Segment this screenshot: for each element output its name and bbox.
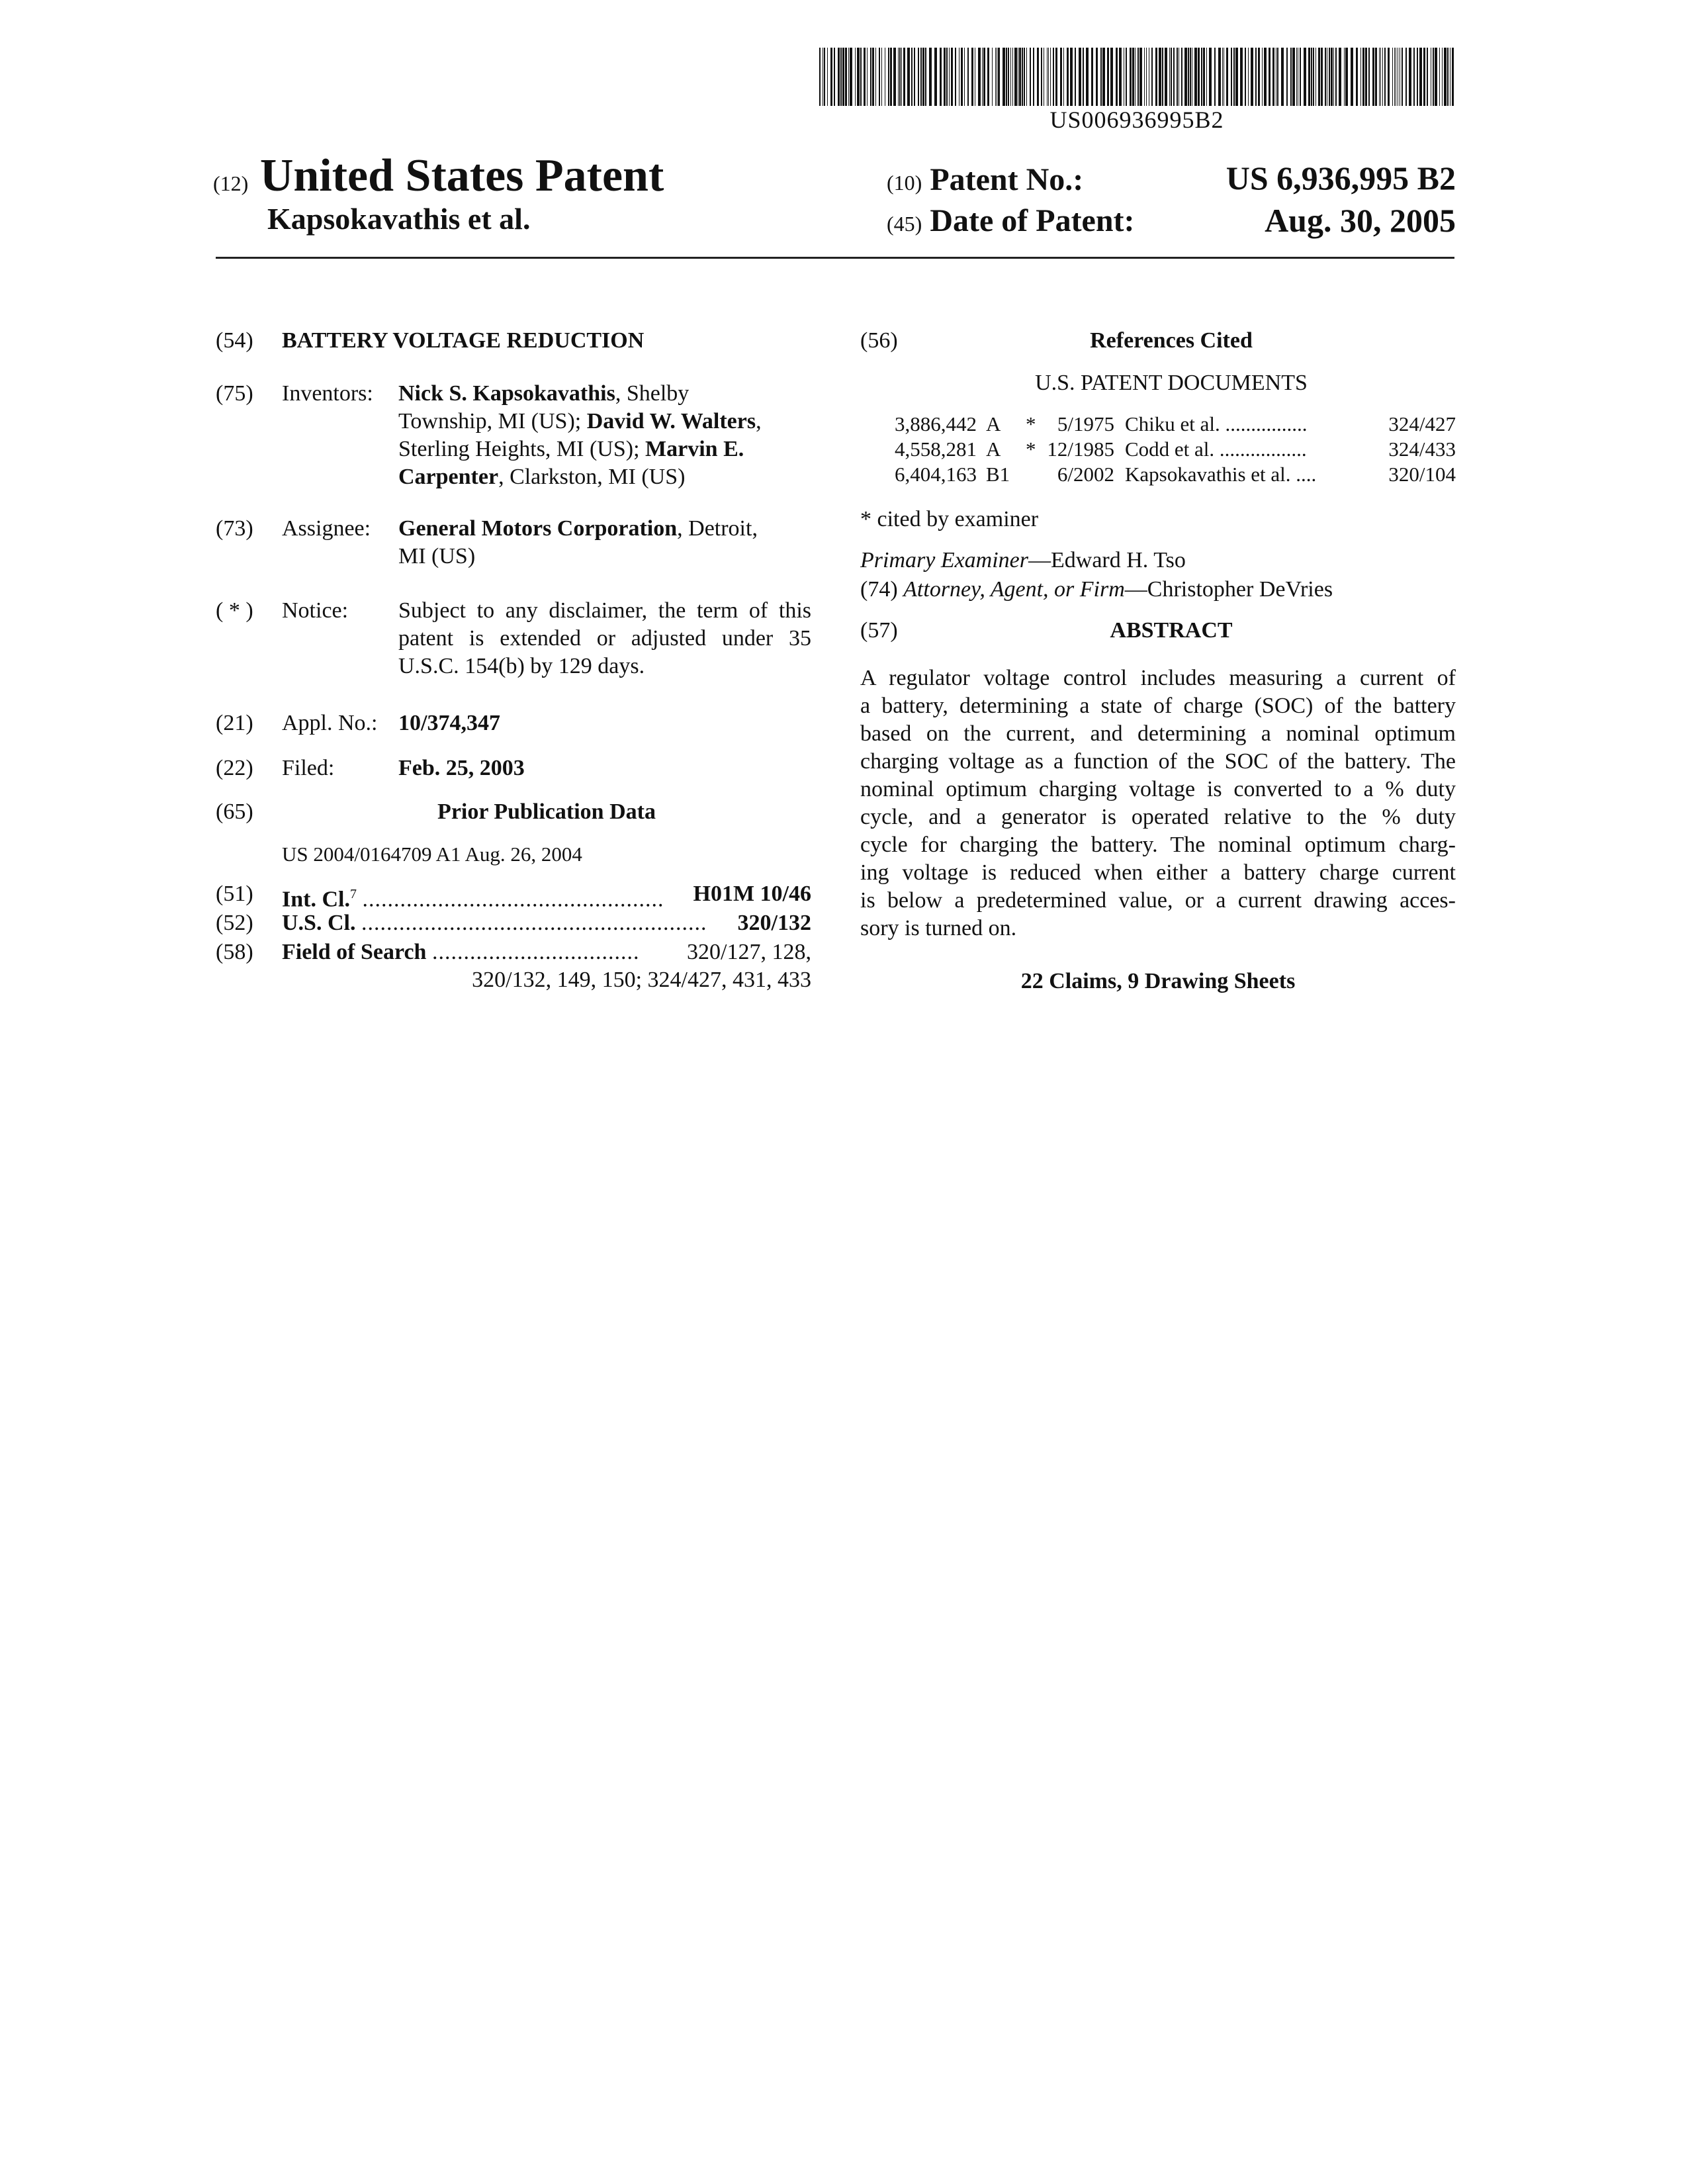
- barcode-bar: [1372, 48, 1374, 106]
- us-patent-documents-title: U.S. PATENT DOCUMENTS: [1035, 371, 1308, 395]
- barcode-bar: [1139, 48, 1142, 106]
- abstract-line: cycle for charging the battery. The nominal optimum charg-: [860, 833, 1456, 857]
- barcode-bar: [830, 48, 832, 106]
- attorney: (74) Attorney, Agent, or Firm—Christopher DeVries: [860, 577, 1333, 602]
- barcode-bar: [875, 48, 876, 106]
- claims-summary: 22 Claims, 9 Drawing Sheets: [1020, 969, 1296, 993]
- barcode-bar: [1333, 48, 1334, 106]
- barcode-bar: [1272, 48, 1274, 106]
- abstract-line: is below a predetermined value, or a current drawing acces-: [860, 888, 1456, 913]
- abstract-line: ing voltage is reduced when either a battery charge current: [860, 860, 1456, 885]
- barcode-bar: [911, 48, 913, 106]
- barcode-bar: [1321, 48, 1323, 106]
- abstract-line: nominal optimum charging voltage is converted to a % duty: [860, 777, 1456, 801]
- barcode-bar: [1003, 48, 1005, 106]
- barcode-bar: [1067, 48, 1069, 106]
- barcode-bar: [995, 48, 996, 106]
- reference-number: 3,886,442: [895, 412, 977, 435]
- filed-date: Feb. 25, 2003: [398, 756, 525, 780]
- barcode-bar: [1026, 48, 1027, 106]
- barcode-bar: [1091, 48, 1093, 106]
- reference-star: *: [1026, 412, 1036, 435]
- abstract-line: based on the current, and determining a nominal optimum: [860, 721, 1456, 746]
- inventor-line: Township, MI (US); David W. Walters,: [398, 409, 762, 433]
- barcode: [819, 48, 1454, 106]
- barcode-bar: [1173, 48, 1175, 106]
- barcode-bar: [1413, 48, 1415, 106]
- inventor-line: Nick S. Kapsokavathis, Shelby: [398, 381, 690, 406]
- code-notice: ( * ): [216, 598, 253, 623]
- barcode-bar: [1162, 48, 1163, 106]
- inventors-label: Inventors:: [282, 381, 373, 406]
- reference-number: 6,404,163: [895, 463, 977, 486]
- appl-label: Appl. No.:: [282, 711, 378, 735]
- barcode-bar: [881, 48, 882, 106]
- barcode-bar: [1063, 48, 1064, 106]
- barcode-bar: [888, 48, 889, 106]
- barcode-bar: [827, 48, 828, 106]
- barcode-bar: [944, 48, 946, 106]
- barcode-bar: [1075, 48, 1076, 106]
- reference-name-text: Codd et al.: [1125, 437, 1215, 461]
- abstract-line: a battery, determining a state of charge (SOC) of the battery: [860, 694, 1456, 718]
- inventor-line: Carpenter, Clarkston, MI (US): [398, 465, 686, 489]
- appl-number: 10/374,347: [398, 711, 500, 735]
- barcode-bar: [1368, 48, 1370, 106]
- barcode-bar: [1423, 48, 1425, 106]
- barcode-bar: [879, 48, 880, 106]
- barcode-bar: [1345, 48, 1348, 106]
- barcode-bar: [1019, 48, 1021, 106]
- barcode-bar: [1079, 48, 1081, 106]
- barcode-bar: [1181, 48, 1182, 106]
- reference-name-text: Kapsokavathis et al.: [1125, 463, 1291, 486]
- abstract-title: ABSTRACT: [1110, 618, 1233, 643]
- notice-label: Notice:: [282, 598, 349, 623]
- code-45: (45): [887, 212, 922, 236]
- code-51: (51): [216, 882, 253, 906]
- barcode-bar: [1218, 48, 1221, 106]
- barcode-bar: [819, 48, 821, 106]
- barcode-bar: [1405, 48, 1407, 106]
- barcode-bar: [1209, 48, 1212, 106]
- barcode-bar: [1277, 48, 1278, 106]
- code-12: (12): [213, 171, 249, 195]
- barcode-bar: [824, 48, 825, 106]
- barcode-bar: [893, 48, 896, 106]
- barcode-bar: [1447, 48, 1449, 106]
- barcode-bar: [1435, 48, 1437, 106]
- notice-text: Subject to any disclaimer, the term of this patent is extended or adjusted under 35 U.S.C. 154(b) by 129 days.: [398, 598, 811, 678]
- barcode-bar: [1119, 48, 1122, 106]
- inventor-line: Sterling Heights, MI (US); Marvin E.: [398, 437, 744, 461]
- header-rule: [216, 257, 1454, 259]
- reference-date: 5/1975: [1057, 412, 1114, 435]
- barcode-bar: [838, 48, 840, 106]
- inventors-block: [398, 380, 815, 491]
- prior-publication-data: US 2004/0164709 A1 Aug. 26, 2004: [282, 842, 582, 866]
- barcode-bar: [983, 48, 985, 106]
- date-label-line: [887, 203, 1135, 239]
- barcode-bar: [1356, 48, 1358, 106]
- barcode-bar: [1258, 48, 1260, 106]
- barcode-bar: [934, 48, 937, 106]
- barcode-bar: [1110, 48, 1113, 106]
- barcode-bar: [1155, 48, 1157, 106]
- barcode-bar: [850, 48, 852, 106]
- barcode-bar: [1169, 48, 1170, 106]
- patent-number-label-line: [887, 161, 1083, 198]
- barcode-bar: [1201, 48, 1202, 106]
- code-73: (73): [216, 516, 253, 541]
- barcode-bar: [1222, 48, 1223, 106]
- barcode-bar: [870, 48, 871, 106]
- reference-leader-dots: ....: [1296, 463, 1317, 486]
- barcode-bar: [899, 48, 901, 106]
- barcode-bar: [961, 48, 963, 106]
- barcode-bar: [1380, 48, 1381, 106]
- int-cl-line: Int. Cl.$^7$ ................................................ H01M 10/46: [282, 882, 811, 912]
- code-22: (22): [216, 756, 253, 780]
- barcode-bar: [1135, 48, 1136, 106]
- barcode-bar: [1130, 48, 1132, 106]
- reference-class: 320/104: [1388, 463, 1456, 486]
- abstract-line: charging voltage as a function of the SOC of the battery. The: [860, 749, 1456, 774]
- barcode-bar: [1100, 48, 1102, 106]
- barcode-bar: [967, 48, 969, 106]
- reference-name: [1125, 412, 1308, 437]
- barcode-bar: [1146, 48, 1147, 106]
- barcode-bar: [1427, 48, 1428, 106]
- barcode-bar: [1184, 48, 1187, 106]
- barcode-bar: [1033, 48, 1034, 106]
- barcode-bar: [955, 48, 956, 106]
- code-56: (56): [860, 328, 898, 353]
- barcode-bar: [1296, 48, 1297, 106]
- barcode-bar: [1086, 48, 1089, 106]
- barcode-bar: [1107, 48, 1109, 106]
- barcode-bar: [1335, 48, 1337, 106]
- barcode-bar: [1226, 48, 1228, 106]
- barcode-bar: [1198, 48, 1200, 106]
- barcode-bar: [1331, 48, 1333, 106]
- barcode-bar: [1255, 48, 1257, 106]
- barcode-bar: [872, 48, 874, 106]
- assignee-block: General Motors Corporation, Detroit, MI (US): [398, 516, 758, 569]
- barcode-bar: [834, 48, 835, 106]
- barcode-bar: [1384, 48, 1386, 106]
- barcode-bar: [1159, 48, 1161, 106]
- date-label: Date of Patent:: [930, 203, 1135, 238]
- cited-by-examiner-note: * cited by examiner: [860, 507, 1039, 531]
- code-21: (21): [216, 711, 253, 735]
- barcode-bar: [1262, 48, 1263, 106]
- barcode-bar: [914, 48, 915, 106]
- barcode-bar: [898, 48, 899, 106]
- barcode-bar: [922, 48, 924, 106]
- assignee-label: Assignee:: [282, 516, 371, 541]
- barcode-bar: [1055, 48, 1057, 106]
- barcode-bar: [1318, 48, 1320, 106]
- barcode-bar: [845, 48, 847, 106]
- barcode-bar: [1022, 48, 1023, 106]
- barcode-bar: [1344, 48, 1345, 106]
- barcode-bar: [1053, 48, 1054, 106]
- barcode-bar: [1235, 48, 1238, 106]
- barcode-bar: [946, 48, 948, 106]
- barcode-bar: [992, 48, 993, 106]
- reference-kind: B1: [986, 463, 1010, 486]
- barcode-bar: [1360, 48, 1361, 106]
- reference-kind: A: [986, 437, 1001, 461]
- barcode-bar: [1442, 48, 1443, 106]
- barcode-bar: [1070, 48, 1073, 106]
- barcode-bar: [857, 48, 860, 106]
- primary-examiner: Primary Examiner—Edward H. Tso: [860, 548, 1186, 572]
- reference-leader-dots: ................: [1225, 412, 1308, 435]
- barcode-bar: [1006, 48, 1007, 106]
- barcode-bar: [842, 48, 844, 106]
- barcode-bar: [1102, 48, 1105, 106]
- invention-title: BATTERY VOLTAGE REDUCTION: [282, 328, 645, 353]
- barcode-bar: [1171, 48, 1172, 106]
- int-cl-value: H01M 10/46: [693, 882, 811, 906]
- field-of-search-line: Field of Search ................................. 320/127, 128,: [282, 940, 811, 964]
- barcode-bar: [971, 48, 973, 106]
- barcode-bar: [1433, 48, 1434, 106]
- barcode-bar: [1392, 48, 1393, 106]
- barcode-bar: [1394, 48, 1395, 106]
- barcode-bar: [1308, 48, 1310, 106]
- barcode-bar: [848, 48, 849, 106]
- barcode-bar: [1419, 48, 1422, 106]
- barcode-bar: [964, 48, 965, 106]
- barcode-bar: [1132, 48, 1134, 106]
- barcode-bar: [1329, 48, 1330, 106]
- barcode-bar: [1008, 48, 1009, 106]
- barcode-bar: [1269, 48, 1270, 106]
- patent-number: US 6,936,995 B2: [1226, 159, 1456, 197]
- reference-name: [1125, 462, 1316, 487]
- barcode-bar: [855, 48, 856, 106]
- barcode-bar: [1313, 48, 1314, 106]
- barcode-bar: [940, 48, 942, 106]
- barcode-bar: [987, 48, 989, 106]
- barcode-bar: [982, 48, 983, 106]
- barcode-bar: [1315, 48, 1316, 106]
- barcode-bar: [1351, 48, 1353, 106]
- barcode-bar: [867, 48, 868, 106]
- reference-number: 4,558,281: [895, 437, 977, 461]
- barcode-bar: [1292, 48, 1295, 106]
- us-cl-line: U.S. Cl. ....................................................... 320/132: [282, 909, 811, 937]
- barcode-bar: [901, 48, 902, 106]
- barcode-bar: [1439, 48, 1440, 106]
- barcode-bar: [1048, 48, 1049, 106]
- abstract-line: A regulator voltage control includes measuring a current of: [860, 666, 1456, 690]
- barcode-bar: [1452, 48, 1454, 106]
- barcode-bar: [1037, 48, 1039, 106]
- barcode-bar: [1096, 48, 1098, 106]
- barcode-bar: [864, 48, 866, 106]
- barcode-bar: [929, 48, 932, 106]
- barcode-bar: [1083, 48, 1084, 106]
- barcode-bar: [907, 48, 910, 106]
- barcode-bar: [1010, 48, 1011, 106]
- barcode-bar: [1050, 48, 1051, 106]
- code-75: (75): [216, 381, 253, 406]
- barcode-bar: [1233, 48, 1235, 106]
- reference-class: 324/433: [1388, 437, 1456, 461]
- patent-number-label: Patent No.:: [930, 162, 1084, 197]
- barcode-bar: [1214, 48, 1216, 106]
- barcode-bar: [1311, 48, 1312, 106]
- us-cl-value: 320/132: [737, 911, 811, 935]
- prior-publication-title: Prior Publication Data: [437, 799, 656, 824]
- reference-leader-dots: .................: [1219, 437, 1307, 461]
- field-of-search-line2: 320/132, 149, 150; 324/427, 431, 433: [472, 968, 811, 992]
- barcode-bar: [1190, 48, 1191, 106]
- reference-kind: A: [986, 412, 1001, 435]
- barcode-bar: [1365, 48, 1367, 106]
- field-of-search-label: Field of Search: [282, 940, 427, 964]
- barcode-bar: [1304, 48, 1306, 106]
- code-54: (54): [216, 328, 253, 353]
- barcode-bar: [951, 48, 953, 106]
- barcode-bar: [1300, 48, 1301, 106]
- barcode-bar: [1409, 48, 1411, 106]
- barcode-bar: [925, 48, 926, 106]
- barcode-bar: [1444, 48, 1447, 106]
- barcode-bar: [903, 48, 905, 106]
- barcode-bar: [1030, 48, 1031, 106]
- barcode-bar: [1362, 48, 1364, 106]
- publication-number: US006936995B2: [1049, 107, 1224, 133]
- barcode-bar: [1325, 48, 1326, 106]
- reference-star: *: [1026, 437, 1036, 461]
- barcode-bar: [1251, 48, 1253, 106]
- barcode-bar: [1012, 48, 1013, 106]
- document-type: United States Patent: [259, 150, 664, 201]
- barcode-bar: [1245, 48, 1246, 106]
- int-cl-label: Int. Cl.: [282, 887, 350, 912]
- reference-name-text: Chiku et al.: [1125, 412, 1220, 435]
- barcode-bar: [1041, 48, 1042, 106]
- barcode-bar: [1206, 48, 1207, 106]
- barcode-bar: [1024, 48, 1025, 106]
- barcode-bar: [1379, 48, 1380, 106]
- barcode-bar: [890, 48, 892, 106]
- reference-class: 324/427: [1388, 412, 1456, 435]
- barcode-bar: [920, 48, 922, 106]
- abstract-text: [860, 664, 1456, 942]
- barcode-bar: [1177, 48, 1178, 106]
- barcode-bar: [1281, 48, 1284, 106]
- barcode-bar: [1144, 48, 1145, 106]
- barcode-bar: [1151, 48, 1153, 106]
- barcode-bar: [978, 48, 981, 106]
- barcode-bar: [1137, 48, 1139, 106]
- barcode-bar: [1417, 48, 1418, 106]
- patent-date: Aug. 30, 2005: [1265, 202, 1456, 239]
- barcode-bar: [998, 48, 1000, 106]
- barcode-bar: [1286, 48, 1288, 106]
- barcode-bar: [1388, 48, 1390, 106]
- abstract-line: cycle, and a generator is operated relative to the % duty: [860, 805, 1456, 829]
- barcode-bar: [949, 48, 950, 106]
- barcode-bar: [1194, 48, 1197, 106]
- reference-name: [1125, 437, 1307, 462]
- barcode-bar: [1188, 48, 1189, 106]
- barcode-bar: [1382, 48, 1383, 106]
- barcode-bar: [1240, 48, 1243, 106]
- barcode-bar: [1231, 48, 1232, 106]
- barcode-bar: [1402, 48, 1403, 106]
- code-10: (10): [887, 171, 922, 195]
- barcode-bar: [840, 48, 842, 106]
- barcode-bar: [1375, 48, 1377, 106]
- references-cited-title: References Cited: [1090, 328, 1253, 353]
- reference-date: 12/1985: [1047, 437, 1114, 461]
- barcode-bar: [1014, 48, 1017, 106]
- barcode-bar: [1047, 48, 1048, 106]
- barcode-bar: [1339, 48, 1341, 106]
- barcode-bar: [1264, 48, 1267, 106]
- reference-date: 6/2002: [1057, 463, 1114, 486]
- abstract-line: sory is turned on.: [860, 916, 1017, 940]
- us-cl-label: U.S. Cl.: [282, 911, 356, 935]
- code-65: (65): [216, 799, 253, 824]
- barcode-bar: [1290, 48, 1292, 106]
- barcode-bar: [860, 48, 862, 106]
- barcode-bar: [1060, 48, 1062, 106]
- barcode-bar: [1116, 48, 1118, 106]
- filed-label: Filed:: [282, 756, 335, 780]
- authors-heading: Kapsokavathis et al.: [267, 202, 531, 236]
- barcode-bar: [1248, 48, 1249, 106]
- patent-title-heading: [213, 150, 664, 203]
- code-57: (57): [860, 618, 898, 643]
- barcode-bar: [1165, 48, 1167, 106]
- code-52: (52): [216, 911, 253, 935]
- barcode-bar: [1126, 48, 1127, 106]
- barcode-bar: [1203, 48, 1205, 106]
- barcode-bar: [918, 48, 919, 106]
- code-58: (58): [216, 940, 253, 964]
